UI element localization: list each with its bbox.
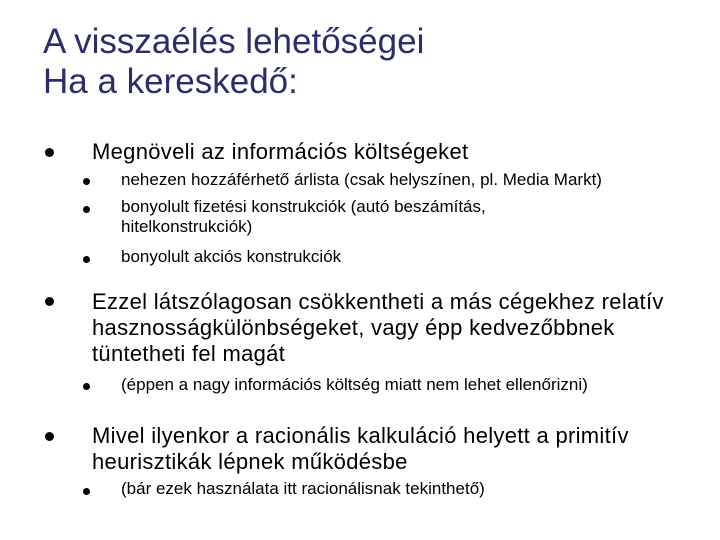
point-3-sub-1-line-1: (bár ezek használata itt racionálisnak tekinthető) — [121, 479, 485, 498]
point-2-line-1: Ezzel látszólagosan csökkentheti a más cégekhez relatív — [92, 289, 664, 314]
slide-title-line-2: Ha a kereskedő: — [43, 62, 298, 101]
point-1-sub-2-line-1: bonyolult fizetési konstrukciók (autó beszámítás, — [121, 197, 486, 216]
sub-bullet-icon — [83, 383, 90, 390]
point-3-text — [92, 423, 629, 475]
point-3-line-2: heurisztikák lépnek működésbe — [92, 449, 408, 474]
point-3-sub-1 — [121, 479, 485, 499]
slide-title — [43, 22, 424, 102]
point-1-sub-2 — [121, 197, 486, 237]
point-2-line-2: hasznosságkülönbségeket, vagy épp kedvezőbbnek — [92, 315, 615, 340]
point-3-line-1: Mivel ilyenkor a racionális kalkuláció helyett a primitív — [92, 423, 629, 448]
point-1-sub-1-line-1: nehezen hozzáférhető árlista (csak helyszínen, pl. Media Markt) — [121, 170, 602, 189]
point-1-sub-3-line-1: bonyolult akciós konstrukciók — [121, 247, 342, 266]
bullet-icon — [45, 148, 54, 157]
point-1-sub-2-line-2: hitelkonstrukciók) — [121, 217, 253, 236]
bullet-icon — [45, 432, 54, 441]
point-1-sub-1 — [121, 170, 602, 190]
point-1-sub-3 — [121, 247, 341, 267]
point-2-sub-1 — [121, 375, 588, 395]
point-2-text — [92, 289, 664, 367]
point-1-text — [92, 139, 468, 165]
sub-bullet-icon — [83, 256, 90, 263]
sub-bullet-icon — [83, 488, 90, 495]
bullet-icon — [45, 297, 54, 306]
point-1-line-1: Megnöveli az információs költségeket — [92, 139, 469, 164]
point-2-line-3: tüntetheti fel magát — [92, 341, 286, 366]
sub-bullet-icon — [83, 178, 90, 185]
point-2-sub-1-line-1: (éppen a nagy információs költség miatt nem lehet ellenőrizni) — [121, 375, 588, 394]
sub-bullet-icon — [83, 206, 90, 213]
slide-title-line-1: A visszaélés lehetőségei — [43, 22, 425, 61]
